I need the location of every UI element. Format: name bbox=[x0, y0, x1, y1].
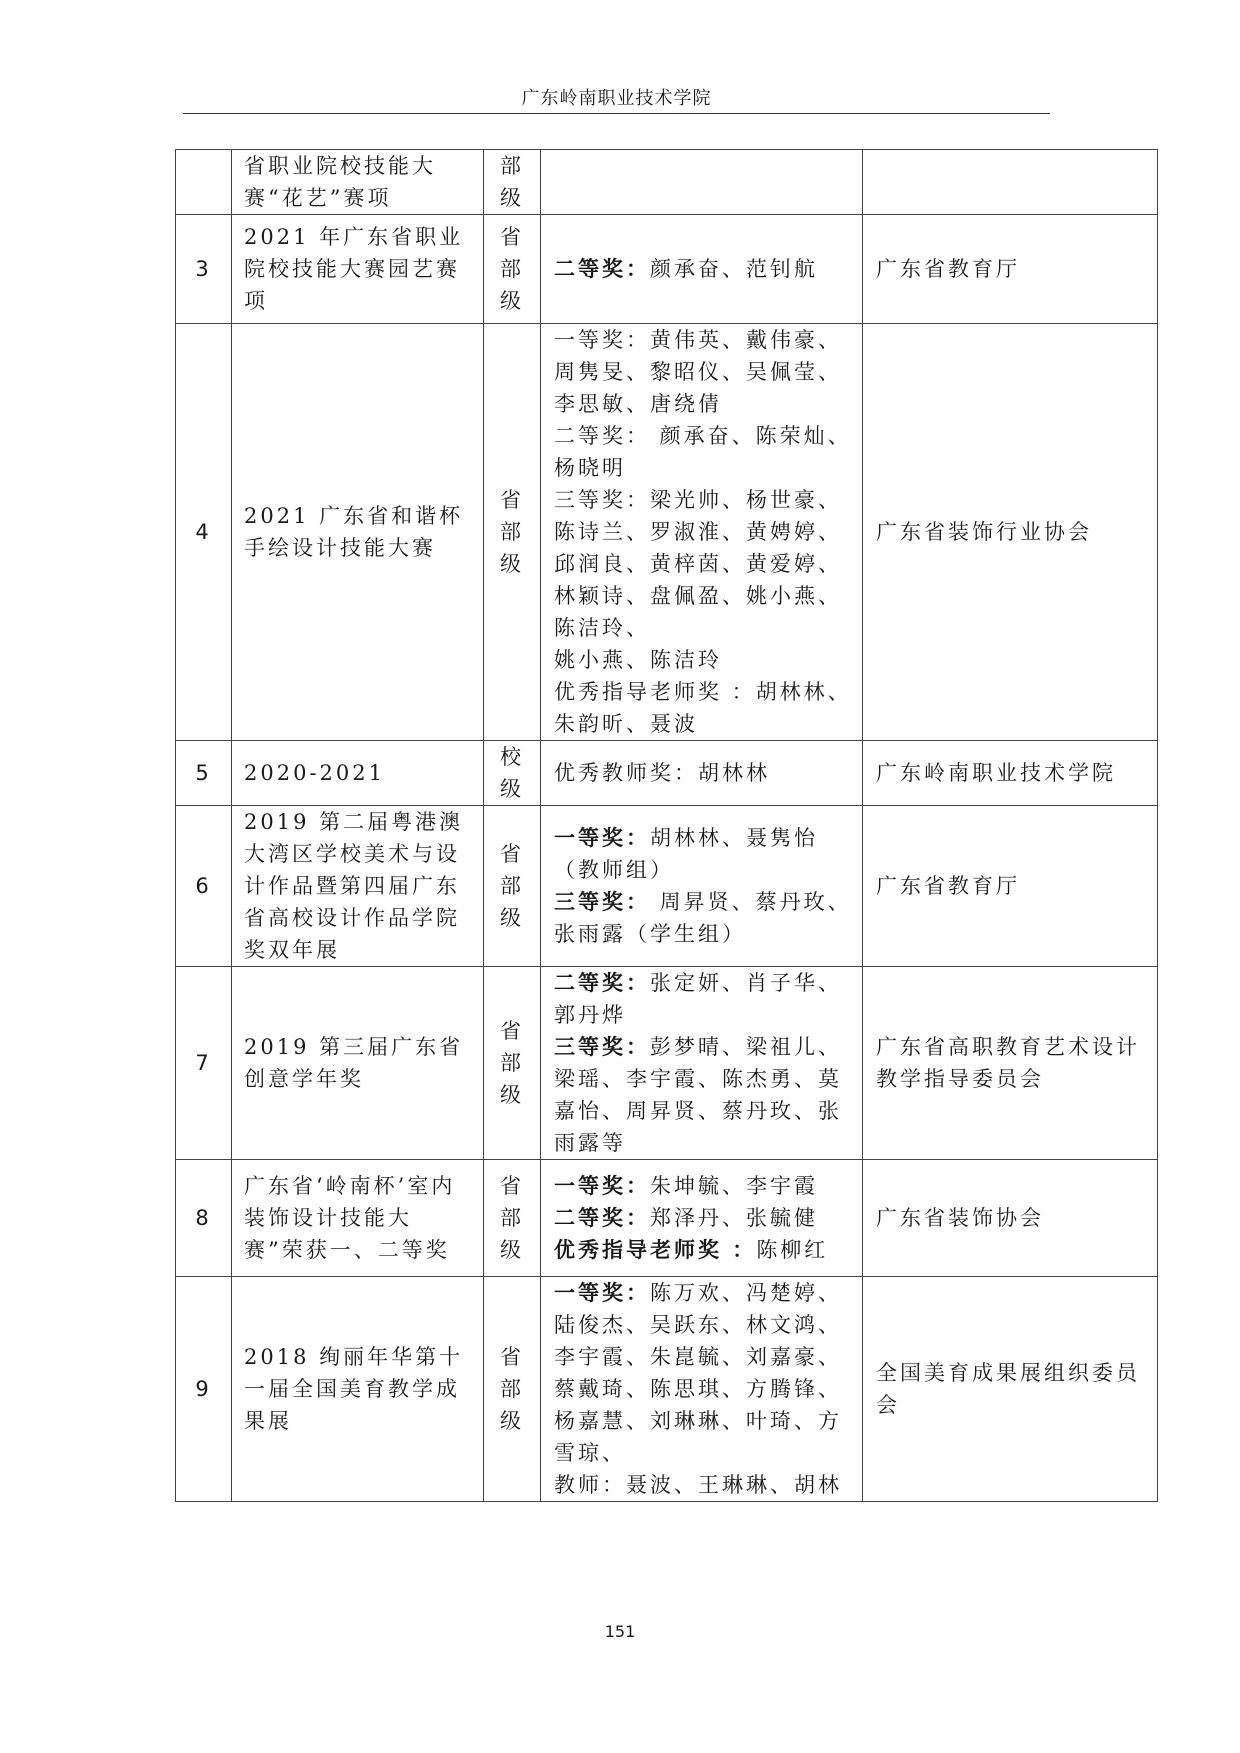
award-winners: 彭梦晴、梁祖儿、梁瑶、李宇霞、陈杰勇、莫嘉怡、周昇贤、蔡丹玫、张雨露等 bbox=[554, 1035, 842, 1155]
award-line bbox=[554, 886, 856, 950]
organizer-cell: 广东省高职教育艺术设计教学指导委员会 bbox=[863, 967, 1158, 1160]
level-char: 校 bbox=[500, 745, 524, 769]
organizer-cell bbox=[863, 150, 1158, 215]
level-char: 省 bbox=[500, 842, 524, 866]
row-number-cell: 7 bbox=[176, 967, 232, 1160]
level-char: 级 bbox=[500, 1409, 524, 1433]
award-winners: 陈柳红 bbox=[756, 1238, 829, 1262]
organizer-cell: 广东省装饰协会 bbox=[863, 1160, 1158, 1277]
level-char: 级 bbox=[500, 1083, 524, 1107]
table-row bbox=[176, 967, 1158, 1160]
award-line bbox=[554, 967, 856, 1031]
award-winners: 梁光帅、杨世豪、陈诗兰、罗淑淮、黄娉婷、邱润良、黄梓茵、黄爱婷、林颖诗、盘佩盈、姚小燕、陈洁玲、 bbox=[554, 488, 842, 640]
competition-name-cell: 2020-2021 bbox=[232, 741, 484, 806]
table-row bbox=[176, 741, 1158, 806]
row-number-cell: 5 bbox=[176, 741, 232, 806]
level-char: 级 bbox=[500, 777, 524, 801]
level-cell bbox=[484, 215, 541, 324]
award-line bbox=[554, 1469, 856, 1501]
table-row bbox=[176, 806, 1158, 967]
header-rule bbox=[183, 113, 1050, 114]
level-char: 部 bbox=[500, 257, 524, 281]
level-char: 级 bbox=[500, 906, 524, 930]
award-winners: 姚小燕、陈洁玲 bbox=[554, 648, 722, 672]
table-row bbox=[176, 1160, 1158, 1277]
organizer-cell: 广东省装饰行业协会 bbox=[863, 324, 1158, 741]
award-label: 二等奖： bbox=[554, 970, 650, 995]
level-cell bbox=[484, 741, 541, 806]
award-label: 优秀指导老师奖 ： bbox=[554, 1237, 757, 1262]
level-cell bbox=[484, 967, 541, 1160]
level-cell bbox=[484, 1160, 541, 1277]
organizer-cell: 广东省教育厅 bbox=[863, 215, 1158, 324]
level-char: 级 bbox=[500, 186, 524, 210]
level-char: 省 bbox=[500, 488, 524, 512]
level-char: 级 bbox=[500, 552, 524, 576]
award-line bbox=[554, 757, 856, 789]
competition-name-cell: 2019 第三届广东省创意学年奖 bbox=[232, 967, 484, 1160]
page-number: 151 bbox=[604, 1622, 636, 1641]
award-label: 一等奖： bbox=[554, 328, 650, 352]
award-line bbox=[554, 1170, 856, 1202]
award-label: 优秀指导老师奖 ： bbox=[554, 680, 756, 704]
award-cell bbox=[541, 215, 863, 324]
table-row bbox=[176, 1277, 1158, 1502]
level-char: 级 bbox=[500, 1238, 524, 1262]
level-char: 部 bbox=[500, 154, 524, 178]
row-number-cell: 3 bbox=[176, 215, 232, 324]
award-winners: 胡林林、朱韵昕、聂波 bbox=[554, 680, 852, 736]
award-label: 一等奖： bbox=[554, 1173, 650, 1198]
level-char: 省 bbox=[500, 1019, 524, 1043]
award-label: 一等奖： bbox=[554, 825, 650, 850]
level-char: 省 bbox=[500, 225, 524, 249]
award-winners: 教师：聂波、王琳琳、胡林 bbox=[554, 1473, 842, 1497]
award-cell bbox=[541, 324, 863, 741]
row-number-cell: 4 bbox=[176, 324, 232, 741]
award-line bbox=[554, 644, 856, 676]
award-label: 二等奖： bbox=[554, 256, 650, 281]
table-row bbox=[176, 150, 1158, 215]
row-number-cell: 9 bbox=[176, 1277, 232, 1502]
award-winners: 周昇贤、蔡丹玫、张雨露（学生组） bbox=[554, 890, 852, 946]
competition-name-cell: 2019 第二届粤港澳大湾区学校美术与设计作品暨第四届广东省高校设计作品学院奖双年展 bbox=[232, 806, 484, 967]
organizer-cell: 广东岭南职业技术学院 bbox=[863, 741, 1158, 806]
award-line bbox=[554, 1202, 856, 1234]
award-label: 三等奖： bbox=[554, 488, 650, 512]
competition-name-cell: 2021 广东省和谐杯手绘设计技能大赛 bbox=[232, 324, 484, 741]
organizer-cell: 广东省教育厅 bbox=[863, 806, 1158, 967]
row-number-cell: 8 bbox=[176, 1160, 232, 1277]
row-number-cell: 6 bbox=[176, 806, 232, 967]
level-char: 部 bbox=[500, 1206, 524, 1230]
award-winners: 郑泽丹、张毓健 bbox=[650, 1206, 818, 1230]
award-winners: 胡林林 bbox=[698, 761, 770, 785]
award-line bbox=[554, 822, 856, 886]
competition-name-cell: 2018 绚丽年华第十一届全国美育教学成果展 bbox=[232, 1277, 484, 1502]
level-char: 省 bbox=[500, 1174, 524, 1198]
level-char: 部 bbox=[500, 520, 524, 544]
level-char: 部 bbox=[500, 1377, 524, 1401]
award-label: 二等奖： bbox=[554, 424, 650, 448]
award-line bbox=[554, 1277, 856, 1469]
award-cell bbox=[541, 967, 863, 1160]
award-line bbox=[554, 1031, 856, 1159]
award-label: 三等奖： bbox=[554, 1034, 650, 1059]
awards-table-body bbox=[176, 150, 1158, 1502]
level-cell bbox=[484, 806, 541, 967]
award-winners: 陈万欢、冯楚婷、陆俊杰、吴跃东、林文鸿、李宇霞、朱崑毓、刘嘉豪、蔡戴琦、陈思琪、方腾锋、杨嘉慧、刘琳琳、叶琦、方雪琼、 bbox=[554, 1281, 842, 1465]
row-number-cell bbox=[176, 150, 232, 215]
award-winners: 胡林林、聂隽怡（教师组） bbox=[554, 826, 818, 882]
competition-name-cell: 广东省‘岭南杯’室内装饰设计技能大赛”荣获一、二等奖 bbox=[232, 1160, 484, 1277]
award-line bbox=[554, 253, 856, 285]
award-label: 优秀教师奖： bbox=[554, 761, 698, 785]
award-line bbox=[554, 484, 856, 644]
award-line bbox=[554, 1234, 856, 1266]
running-header-title: 广东岭南职业技术学院 bbox=[521, 88, 712, 109]
organizer-cell: 全国美育成果展组织委员会 bbox=[863, 1277, 1158, 1502]
competition-name-cell: 省职业院校技能大赛“花艺”赛项 bbox=[232, 150, 484, 215]
award-winners: 张定妍、肖子华、郭丹烨 bbox=[554, 971, 842, 1027]
level-char: 级 bbox=[500, 289, 524, 313]
award-line bbox=[554, 676, 856, 740]
level-char: 省 bbox=[500, 1345, 524, 1369]
table-row bbox=[176, 324, 1158, 741]
award-cell bbox=[541, 1160, 863, 1277]
competition-name-cell: 2021 年广东省职业院校技能大赛园艺赛项 bbox=[232, 215, 484, 324]
award-cell bbox=[541, 741, 863, 806]
award-label: 一等奖： bbox=[554, 1280, 650, 1305]
level-cell bbox=[484, 1277, 541, 1502]
award-cell bbox=[541, 1277, 863, 1502]
awards-table bbox=[175, 149, 1158, 1502]
award-cell bbox=[541, 150, 863, 215]
level-char: 部 bbox=[500, 874, 524, 898]
award-line bbox=[554, 420, 856, 484]
award-label: 二等奖： bbox=[554, 1205, 650, 1230]
award-label: 三等奖： bbox=[554, 889, 650, 914]
award-winners: 颜承奋、陈荣灿、杨晓明 bbox=[554, 424, 852, 480]
award-winners: 颜承奋、范钊航 bbox=[650, 257, 818, 281]
table-row bbox=[176, 215, 1158, 324]
award-cell bbox=[541, 806, 863, 967]
award-winners: 朱坤毓、李宇霞 bbox=[650, 1174, 818, 1198]
award-line bbox=[554, 324, 856, 420]
award-winners: 黄伟英、戴伟豪、周隽旻、黎昭仪、吴佩莹、李思敏、唐绕倩 bbox=[554, 328, 842, 416]
level-char: 部 bbox=[500, 1051, 524, 1075]
level-cell bbox=[484, 150, 541, 215]
level-cell bbox=[484, 324, 541, 741]
